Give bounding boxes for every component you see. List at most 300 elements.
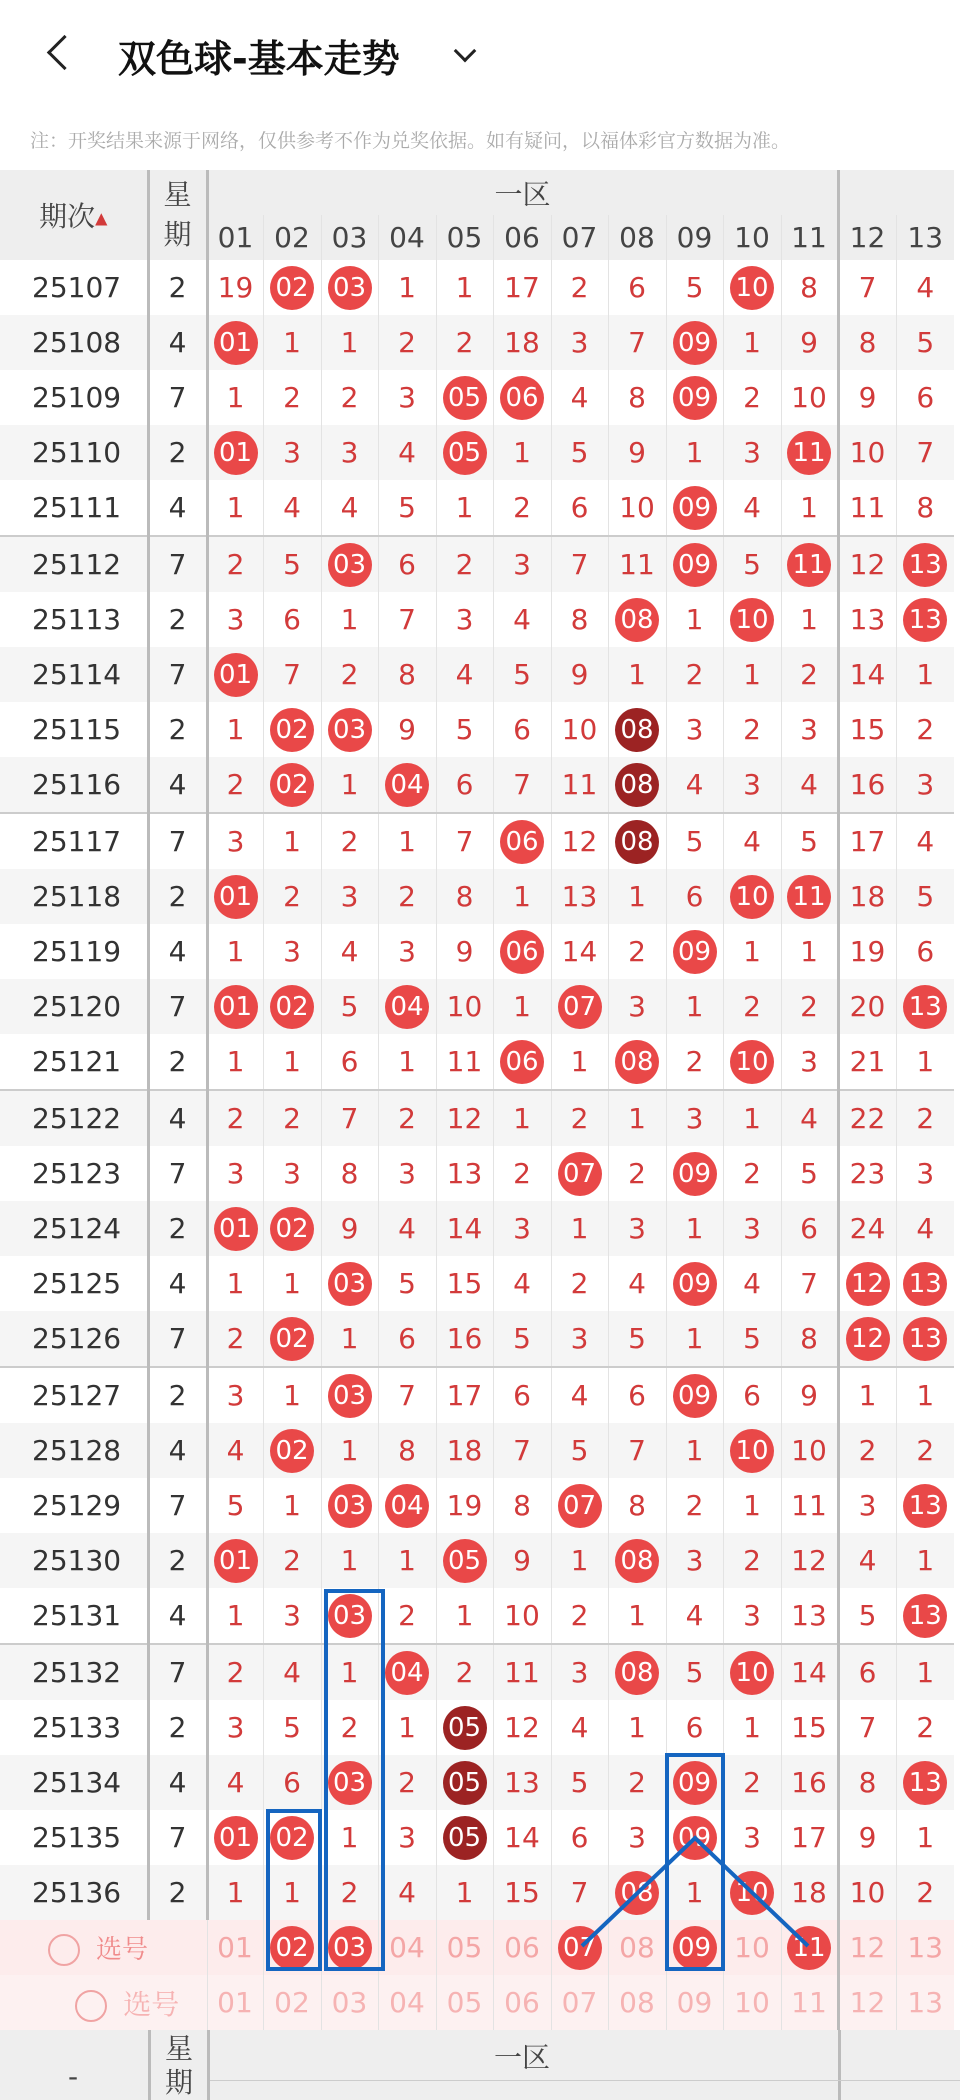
number-cell: 7 — [263, 647, 321, 702]
number-cell: 1 — [838, 1367, 896, 1423]
number-cell: 17 — [838, 813, 896, 869]
pick-number[interactable]: 05 — [436, 1920, 493, 1975]
period-cell: 25115 — [0, 702, 148, 757]
column-header-03: 03 — [321, 215, 378, 260]
table-row — [0, 1700, 954, 1755]
drawn-ball: 11 — [787, 1926, 831, 1970]
drawn-ball: 09 — [673, 1816, 717, 1860]
number-cell — [896, 1755, 954, 1810]
number-cell: 12 — [493, 1700, 551, 1755]
pick-number[interactable]: 10 — [723, 1920, 781, 1975]
pick-selector[interactable] — [0, 1975, 207, 2030]
number-cell: 5 — [723, 1311, 781, 1367]
period-cell: 25111 — [0, 480, 148, 536]
number-cell: 2 — [263, 869, 321, 924]
number-cell — [321, 1256, 378, 1311]
number-cell: 7 — [838, 260, 896, 315]
number-cell: 1 — [263, 1367, 321, 1423]
number-cell: 1 — [263, 1865, 321, 1920]
number-cell: 8 — [781, 260, 838, 315]
pick-number[interactable]: 06 — [493, 1975, 551, 2030]
number-cell: 6 — [493, 702, 551, 757]
period-cell: 25124 — [0, 1201, 148, 1256]
number-cell — [781, 869, 838, 924]
drawn-ball: 05 — [443, 1539, 487, 1583]
number-cell — [608, 702, 666, 757]
number-cell: 6 — [436, 757, 493, 813]
number-cell: 1 — [551, 1034, 608, 1090]
number-cell: 9 — [838, 1810, 896, 1865]
week-cell: 7 — [148, 1810, 207, 1865]
number-cell: 2 — [321, 370, 378, 425]
number-cell: 3 — [263, 924, 321, 979]
drawn-ball: 13 — [903, 1262, 947, 1306]
number-cell: 2 — [436, 1644, 493, 1700]
pick-number[interactable] — [551, 1920, 608, 1975]
number-cell — [896, 1256, 954, 1311]
period-cell: 25112 — [0, 536, 148, 592]
drawn-ball: 11 — [787, 875, 831, 919]
number-cell: 9 — [838, 370, 896, 425]
number-cell: 3 — [263, 425, 321, 480]
week-cell: 2 — [148, 1034, 207, 1090]
number-cell: 3 — [723, 1810, 781, 1865]
week-cell: 2 — [148, 869, 207, 924]
number-cell: 5 — [263, 536, 321, 592]
period-cell: 25114 — [0, 647, 148, 702]
number-cell: 1 — [321, 1533, 378, 1588]
pick-number[interactable] — [666, 1920, 723, 1975]
week-cell: 7 — [148, 813, 207, 869]
drawn-ball: 11 — [787, 431, 831, 475]
table-row — [0, 1367, 954, 1423]
number-cell: 4 — [896, 260, 954, 315]
number-cell: 19 — [838, 924, 896, 979]
number-cell — [896, 592, 954, 647]
number-cell: 3 — [207, 1146, 263, 1201]
week-cell: 2 — [148, 1367, 207, 1423]
number-cell: 1 — [781, 924, 838, 979]
number-cell: 3 — [608, 979, 666, 1034]
pick-row[interactable] — [0, 1975, 954, 2030]
number-cell: 2 — [666, 647, 723, 702]
pick-number[interactable]: 13 — [896, 1920, 954, 1975]
number-cell: 3 — [551, 1644, 608, 1700]
number-cell: 2 — [207, 1090, 263, 1146]
number-cell: 10 — [781, 370, 838, 425]
number-cell: 3 — [781, 1034, 838, 1090]
number-cell: 2 — [896, 1700, 954, 1755]
number-cell: 14 — [838, 647, 896, 702]
number-cell: 2 — [207, 757, 263, 813]
week-cell: 4 — [148, 924, 207, 979]
week-cell: 7 — [148, 1146, 207, 1201]
drawn-ball: 09 — [673, 1926, 717, 1970]
number-cell: 12 — [436, 1090, 493, 1146]
number-cell: 2 — [723, 370, 781, 425]
number-cell: 3 — [207, 1700, 263, 1755]
number-cell: 5 — [378, 480, 436, 536]
drawn-ball: 07 — [558, 1152, 602, 1196]
number-cell: 1 — [207, 1865, 263, 1920]
number-cell — [896, 536, 954, 592]
number-cell — [378, 1478, 436, 1533]
number-cell: 9 — [321, 1201, 378, 1256]
number-cell: 18 — [436, 1423, 493, 1478]
period-cell: 25118 — [0, 869, 148, 924]
week-cell: 4 — [148, 1423, 207, 1478]
drawn-ball: 06 — [500, 820, 544, 864]
number-cell: 11 — [436, 1034, 493, 1090]
pick-number[interactable]: 08 — [608, 1920, 666, 1975]
number-cell: 7 — [551, 536, 608, 592]
number-cell: 4 — [207, 1755, 263, 1810]
number-cell: 1 — [207, 1256, 263, 1311]
pick-number[interactable]: 12 — [838, 1975, 896, 2030]
number-cell: 2 — [781, 979, 838, 1034]
number-cell — [608, 1034, 666, 1090]
number-cell — [838, 1256, 896, 1311]
number-cell: 1 — [207, 370, 263, 425]
period-cell: 25132 — [0, 1644, 148, 1700]
drawn-ball: 11 — [787, 543, 831, 587]
period-cell: 25128 — [0, 1423, 148, 1478]
pick-row[interactable] — [0, 1920, 954, 1975]
drawn-ball: 01 — [214, 1539, 258, 1583]
sticky-footer-header — [0, 2030, 960, 2100]
number-cell — [666, 924, 723, 979]
table-row — [0, 1311, 954, 1367]
chevron-down-icon[interactable] — [450, 40, 480, 70]
number-cell: 6 — [551, 1810, 608, 1865]
number-cell: 13 — [493, 1755, 551, 1810]
number-cell: 1 — [378, 1533, 436, 1588]
number-cell — [436, 1700, 493, 1755]
number-cell: 3 — [666, 702, 723, 757]
page-title[interactable]: 双色球-基本走势 — [118, 37, 400, 81]
number-cell — [666, 1146, 723, 1201]
pick-number[interactable]: 04 — [378, 1975, 436, 2030]
drawn-ball: 08 — [615, 763, 659, 807]
table-row — [0, 1146, 954, 1201]
number-cell — [378, 1644, 436, 1700]
number-cell: 12 — [838, 536, 896, 592]
drawn-ball: 01 — [214, 431, 258, 475]
number-cell: 10 — [608, 480, 666, 536]
drawn-ball: 03 — [328, 266, 372, 310]
number-cell: 5 — [493, 1311, 551, 1367]
week-cell: 7 — [148, 370, 207, 425]
number-cell: 4 — [723, 813, 781, 869]
number-cell: 8 — [321, 1146, 378, 1201]
number-cell: 1 — [608, 1588, 666, 1644]
number-cell — [723, 260, 781, 315]
zone-header: 一区 — [207, 170, 838, 215]
table-row — [0, 260, 954, 315]
number-cell: 8 — [378, 647, 436, 702]
number-cell: 10 — [436, 979, 493, 1034]
pick-selector[interactable] — [0, 1920, 207, 1975]
number-cell: 11 — [493, 1644, 551, 1700]
number-cell: 2 — [666, 1034, 723, 1090]
number-cell — [207, 1201, 263, 1256]
number-cell — [896, 1588, 954, 1644]
period-cell: 25108 — [0, 315, 148, 370]
number-cell: 2 — [551, 1256, 608, 1311]
number-cell: 2 — [838, 1423, 896, 1478]
number-cell: 8 — [378, 1423, 436, 1478]
number-cell: 1 — [666, 1311, 723, 1367]
number-cell: 4 — [666, 1588, 723, 1644]
number-cell: 6 — [608, 1367, 666, 1423]
drawn-ball: 02 — [270, 763, 314, 807]
number-cell: 3 — [321, 869, 378, 924]
number-cell: 2 — [896, 1423, 954, 1478]
number-cell: 5 — [551, 1755, 608, 1810]
number-cell: 14 — [493, 1810, 551, 1865]
table-row — [0, 1201, 954, 1256]
drawn-ball: 06 — [500, 376, 544, 420]
column-header-12: 12 — [838, 215, 896, 260]
number-cell: 12 — [551, 813, 608, 869]
back-arrow-icon[interactable] — [40, 30, 84, 82]
number-cell: 23 — [838, 1146, 896, 1201]
number-cell: 5 — [263, 1700, 321, 1755]
period-cell: 25136 — [0, 1865, 148, 1920]
table-row — [0, 1034, 954, 1090]
number-cell: 8 — [781, 1311, 838, 1367]
number-cell: 1 — [723, 924, 781, 979]
number-cell: 3 — [263, 1588, 321, 1644]
number-cell: 6 — [378, 1311, 436, 1367]
number-cell: 4 — [551, 1367, 608, 1423]
period-cell: 25131 — [0, 1588, 148, 1644]
number-cell: 8 — [551, 592, 608, 647]
pick-number[interactable]: 12 — [838, 1920, 896, 1975]
number-cell: 8 — [838, 315, 896, 370]
number-cell: 11 — [551, 757, 608, 813]
period-cell: 25110 — [0, 425, 148, 480]
pick-number[interactable]: 07 — [551, 1975, 608, 2030]
number-cell: 10 — [838, 425, 896, 480]
number-cell: 5 — [896, 869, 954, 924]
period-header[interactable]: 期次▲ — [0, 170, 148, 260]
number-cell — [493, 370, 551, 425]
drawn-ball: 05 — [443, 1706, 487, 1750]
number-cell: 7 — [781, 1256, 838, 1311]
number-cell: 2 — [896, 1090, 954, 1146]
number-cell: 1 — [263, 315, 321, 370]
number-cell: 5 — [378, 1256, 436, 1311]
number-cell: 1 — [321, 1423, 378, 1478]
pick-number[interactable]: 02 — [263, 1975, 321, 2030]
number-cell — [207, 425, 263, 480]
week-cell: 7 — [148, 536, 207, 592]
number-cell: 3 — [896, 757, 954, 813]
week-cell: 4 — [148, 315, 207, 370]
pick-number[interactable]: 09 — [666, 1975, 723, 2030]
number-cell: 7 — [608, 1423, 666, 1478]
pick-number[interactable] — [781, 1920, 838, 1975]
number-cell: 22 — [838, 1090, 896, 1146]
column-header-06: 06 — [493, 215, 551, 260]
radio-icon[interactable] — [75, 1990, 107, 2022]
number-cell: 3 — [723, 1588, 781, 1644]
drawn-ball: 02 — [270, 1926, 314, 1970]
number-cell — [723, 1423, 781, 1478]
number-cell — [666, 1367, 723, 1423]
number-cell: 7 — [321, 1090, 378, 1146]
number-cell: 3 — [723, 1201, 781, 1256]
drawn-ball: 03 — [328, 1594, 372, 1638]
number-cell: 5 — [551, 1423, 608, 1478]
drawn-ball: 07 — [558, 1484, 602, 1528]
week-cell: 2 — [148, 1533, 207, 1588]
drawn-ball: 13 — [903, 1594, 947, 1638]
pick-number[interactable]: 06 — [493, 1920, 551, 1975]
drawn-ball: 09 — [673, 1152, 717, 1196]
number-cell: 10 — [838, 1865, 896, 1920]
week-header: 星期 — [148, 170, 207, 260]
number-cell: 17 — [493, 260, 551, 315]
number-cell: 3 — [551, 315, 608, 370]
number-cell — [493, 924, 551, 979]
table-row — [0, 647, 954, 702]
period-cell: 25120 — [0, 979, 148, 1034]
table-row — [0, 757, 954, 813]
number-cell: 1 — [321, 1311, 378, 1367]
week-cell: 2 — [148, 1201, 207, 1256]
number-cell — [608, 813, 666, 869]
drawn-ball: 05 — [443, 1761, 487, 1805]
table-row — [0, 1810, 954, 1865]
number-cell: 6 — [781, 1201, 838, 1256]
number-cell: 8 — [436, 869, 493, 924]
number-cell: 5 — [321, 979, 378, 1034]
number-cell: 2 — [723, 1533, 781, 1588]
drawn-ball: 04 — [385, 763, 429, 807]
week-cell: 2 — [148, 592, 207, 647]
table-row — [0, 869, 954, 924]
pick-number[interactable] — [263, 1920, 321, 1975]
number-cell: 4 — [666, 757, 723, 813]
number-cell: 4 — [321, 924, 378, 979]
number-cell: 3 — [781, 702, 838, 757]
number-cell: 5 — [781, 813, 838, 869]
drawn-ball: 09 — [673, 930, 717, 974]
number-cell: 13 — [838, 592, 896, 647]
week-cell: 2 — [148, 425, 207, 480]
number-cell: 8 — [896, 480, 954, 536]
drawn-ball: 13 — [903, 543, 947, 587]
number-cell: 10 — [551, 702, 608, 757]
pick-number[interactable]: 10 — [723, 1975, 781, 2030]
drawn-ball: 02 — [270, 1816, 314, 1860]
table-row — [0, 979, 954, 1034]
number-cell: 1 — [608, 1700, 666, 1755]
drawn-ball: 02 — [270, 1317, 314, 1361]
pick-number[interactable]: 11 — [781, 1975, 838, 2030]
pick-number[interactable]: 03 — [321, 1975, 378, 2030]
drawn-ball: 10 — [730, 875, 774, 919]
number-cell: 1 — [493, 979, 551, 1034]
number-cell — [608, 757, 666, 813]
number-cell: 1 — [896, 1367, 954, 1423]
drawn-ball: 09 — [673, 486, 717, 530]
number-cell — [436, 370, 493, 425]
drawn-ball: 07 — [558, 985, 602, 1029]
week-cell: 2 — [148, 1865, 207, 1920]
number-cell: 6 — [608, 260, 666, 315]
number-cell: 5 — [666, 1644, 723, 1700]
number-cell: 2 — [321, 647, 378, 702]
number-cell: 5 — [723, 536, 781, 592]
column-header-05: 05 — [436, 215, 493, 260]
number-cell — [608, 592, 666, 647]
number-cell: 2 — [207, 1644, 263, 1700]
number-cell: 11 — [781, 1478, 838, 1533]
pick-number[interactable]: 01 — [207, 1975, 263, 2030]
table-row — [0, 480, 954, 536]
number-cell: 5 — [896, 315, 954, 370]
drawn-ball: 02 — [270, 1207, 314, 1251]
pick-number[interactable] — [321, 1920, 378, 1975]
number-cell: 14 — [436, 1201, 493, 1256]
drawn-ball: 05 — [443, 376, 487, 420]
number-cell — [263, 979, 321, 1034]
number-cell — [896, 1311, 954, 1367]
number-cell: 7 — [378, 592, 436, 647]
table-row — [0, 1755, 954, 1810]
pick-number[interactable]: 13 — [896, 1975, 954, 2030]
week-cell: 7 — [148, 1644, 207, 1700]
number-cell: 1 — [493, 1090, 551, 1146]
drawn-ball: 09 — [673, 1761, 717, 1805]
drawn-ball: 13 — [903, 1317, 947, 1361]
drawn-ball: 13 — [903, 1761, 947, 1805]
number-cell — [666, 315, 723, 370]
number-cell: 6 — [896, 924, 954, 979]
table-row — [0, 813, 954, 869]
number-cell — [551, 979, 608, 1034]
pick-number[interactable]: 04 — [378, 1920, 436, 1975]
sort-icon[interactable]: ▲ — [95, 208, 108, 228]
number-cell: 1 — [493, 869, 551, 924]
number-cell — [263, 1810, 321, 1865]
number-cell — [896, 1478, 954, 1533]
number-cell — [723, 1644, 781, 1700]
number-cell: 1 — [263, 813, 321, 869]
table-row — [0, 370, 954, 425]
pick-number[interactable]: 08 — [608, 1975, 666, 2030]
radio-icon[interactable] — [48, 1934, 80, 1966]
number-cell: 2 — [436, 536, 493, 592]
number-cell: 1 — [321, 1810, 378, 1865]
number-cell: 1 — [723, 1478, 781, 1533]
pick-number[interactable]: 05 — [436, 1975, 493, 2030]
number-cell: 9 — [436, 924, 493, 979]
number-cell — [723, 1865, 781, 1920]
number-cell — [608, 1865, 666, 1920]
pick-number[interactable]: 01 — [207, 1920, 263, 1975]
table-row — [0, 1423, 954, 1478]
column-header-01: 01 — [207, 215, 263, 260]
number-cell: 1 — [896, 1810, 954, 1865]
number-cell: 1 — [321, 757, 378, 813]
drawn-ball: 03 — [328, 1262, 372, 1306]
number-cell: 3 — [493, 536, 551, 592]
number-cell: 2 — [723, 1146, 781, 1201]
